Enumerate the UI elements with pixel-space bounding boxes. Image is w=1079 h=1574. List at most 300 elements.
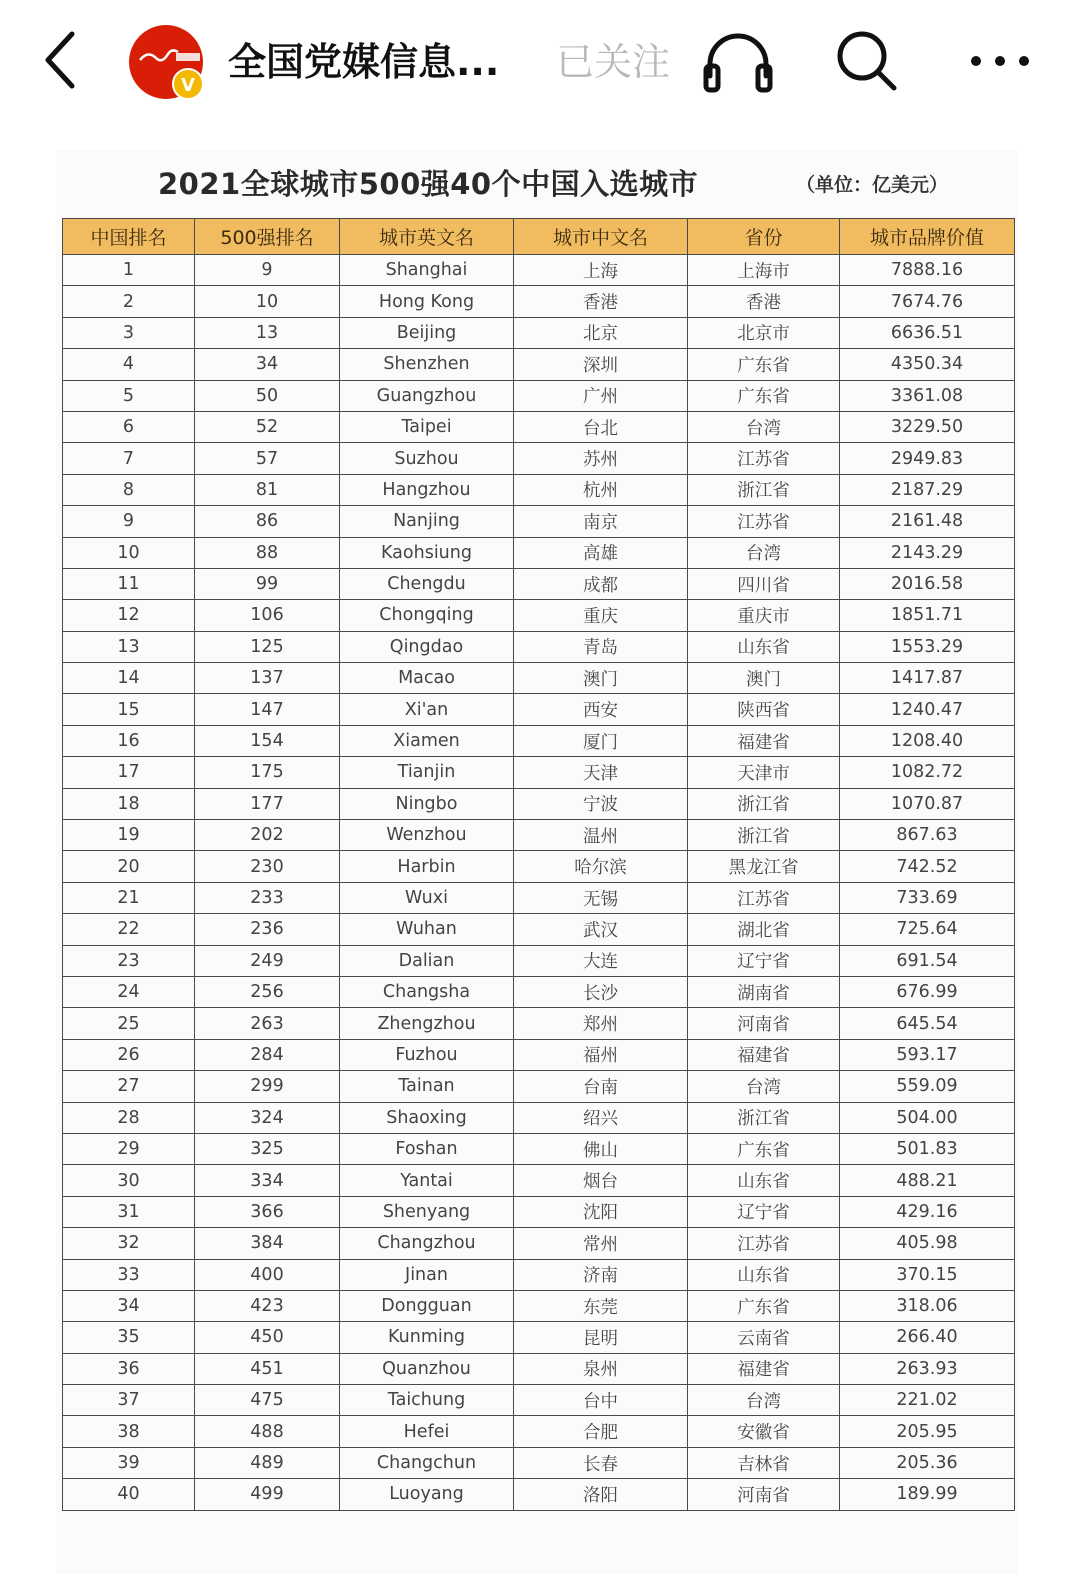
table-row: [63, 1259, 1015, 1290]
table-cell: 3: [63, 317, 195, 348]
table-cell: Qingdao: [340, 631, 514, 662]
table-cell: 36: [63, 1353, 195, 1384]
table-cell: 河南省: [688, 1008, 840, 1039]
table-cell: 52: [195, 411, 340, 442]
table-cell: 长沙: [514, 976, 688, 1007]
table-cell: 北京市: [688, 317, 840, 348]
table-cell: 台北: [514, 411, 688, 442]
table-row: [63, 1416, 1015, 1447]
table-cell: 西安: [514, 694, 688, 725]
table-row: [63, 1353, 1015, 1384]
table-cell: 57: [195, 443, 340, 474]
table-cell: 488.21: [840, 1165, 1015, 1196]
table-cell: 11: [63, 568, 195, 599]
table-cell: 384: [195, 1228, 340, 1259]
table-cell: 299: [195, 1071, 340, 1102]
account-avatar[interactable]: [128, 24, 204, 100]
table-cell: 2143.29: [840, 537, 1015, 568]
table-cell: Wuxi: [340, 882, 514, 913]
table-row: [63, 537, 1015, 568]
table-cell: 绍兴: [514, 1102, 688, 1133]
search-icon: [832, 26, 902, 96]
table-cell: 无锡: [514, 882, 688, 913]
table-row: [63, 506, 1015, 537]
table-cell: Dongguan: [340, 1290, 514, 1321]
table-cell: 南京: [514, 506, 688, 537]
table-cell: 34: [195, 349, 340, 380]
column-header: 城市英文名: [340, 219, 514, 255]
table-cell: 50: [195, 380, 340, 411]
table-cell: Suzhou: [340, 443, 514, 474]
table-cell: 广州: [514, 380, 688, 411]
table-cell: Quanzhou: [340, 1353, 514, 1384]
table-row: [63, 411, 1015, 442]
table-cell: 香港: [688, 286, 840, 317]
table-row: [63, 945, 1015, 976]
table-row: [63, 976, 1015, 1007]
table-cell: 450: [195, 1322, 340, 1353]
table-row: [63, 820, 1015, 851]
table-cell: 645.54: [840, 1008, 1015, 1039]
table-cell: 杭州: [514, 474, 688, 505]
table-cell: 256: [195, 976, 340, 1007]
table-cell: 郑州: [514, 1008, 688, 1039]
table-cell: 13: [63, 631, 195, 662]
table-cell: 2187.29: [840, 474, 1015, 505]
table-cell: 澳门: [514, 663, 688, 694]
table-row: [63, 631, 1015, 662]
table-cell: 山东省: [688, 1165, 840, 1196]
table-row: [63, 1039, 1015, 1070]
column-header: 省份: [688, 219, 840, 255]
table-cell: 236: [195, 914, 340, 945]
table-cell: 澳门: [688, 663, 840, 694]
table-cell: 318.06: [840, 1290, 1015, 1321]
table-cell: Shenzhen: [340, 349, 514, 380]
table-cell: 147: [195, 694, 340, 725]
table-cell: 浙江省: [688, 788, 840, 819]
table-cell: 5: [63, 380, 195, 411]
table-cell: 2161.48: [840, 506, 1015, 537]
table-cell: 593.17: [840, 1039, 1015, 1070]
table-cell: 125: [195, 631, 340, 662]
table-cell: 27: [63, 1071, 195, 1102]
table-cell: 9: [195, 255, 340, 286]
table-cell: Shaoxing: [340, 1102, 514, 1133]
table-cell: 哈尔滨: [514, 851, 688, 882]
table-cell: 81: [195, 474, 340, 505]
table-cell: 37: [63, 1385, 195, 1416]
table-cell: 天津市: [688, 757, 840, 788]
table-cell: 1417.87: [840, 663, 1015, 694]
table-cell: 23: [63, 945, 195, 976]
search-button[interactable]: [832, 26, 902, 96]
table-cell: 福建省: [688, 1039, 840, 1070]
table-cell: 泉州: [514, 1353, 688, 1384]
table-row: [63, 380, 1015, 411]
table-cell: 451: [195, 1353, 340, 1384]
table-cell: 长春: [514, 1447, 688, 1478]
table-cell: 东莞: [514, 1290, 688, 1321]
table-cell: 423: [195, 1290, 340, 1321]
table-cell: 28: [63, 1102, 195, 1133]
table-cell: 9: [63, 506, 195, 537]
table-cell: Jinan: [340, 1259, 514, 1290]
table-body: [63, 255, 1015, 1511]
table-cell: 8: [63, 474, 195, 505]
table-cell: Tainan: [340, 1071, 514, 1102]
table-cell: Hangzhou: [340, 474, 514, 505]
column-header: 中国排名: [63, 219, 195, 255]
table-cell: 725.64: [840, 914, 1015, 945]
table-cell: 324: [195, 1102, 340, 1133]
table-cell: 沈阳: [514, 1196, 688, 1227]
table-cell: 154: [195, 725, 340, 756]
table-row: [63, 757, 1015, 788]
table-cell: 湖南省: [688, 976, 840, 1007]
table-cell: 厦门: [514, 725, 688, 756]
table-cell: 1553.29: [840, 631, 1015, 662]
table-cell: 广东省: [688, 1290, 840, 1321]
table-cell: Beijing: [340, 317, 514, 348]
table-cell: Hong Kong: [340, 286, 514, 317]
table-row: [63, 1165, 1015, 1196]
table-cell: 台中: [514, 1385, 688, 1416]
table-row: [63, 286, 1015, 317]
table-row: [63, 474, 1015, 505]
table-row: [63, 694, 1015, 725]
table-cell: 400: [195, 1259, 340, 1290]
table-cell: Taichung: [340, 1385, 514, 1416]
table-row: [63, 1008, 1015, 1039]
table-cell: Wuhan: [340, 914, 514, 945]
city-ranking-table: [62, 218, 1015, 1511]
table-cell: 370.15: [840, 1259, 1015, 1290]
table-cell: 1: [63, 255, 195, 286]
table-cell: 33: [63, 1259, 195, 1290]
table-cell: 559.09: [840, 1071, 1015, 1102]
table-cell: 405.98: [840, 1228, 1015, 1259]
table-cell: 676.99: [840, 976, 1015, 1007]
table-cell: 19: [63, 820, 195, 851]
table-cell: 284: [195, 1039, 340, 1070]
table-cell: 高雄: [514, 537, 688, 568]
table-cell: 325: [195, 1133, 340, 1164]
table-cell: Chengdu: [340, 568, 514, 599]
table-cell: Kunming: [340, 1322, 514, 1353]
table-cell: 3229.50: [840, 411, 1015, 442]
table-cell: 吉林省: [688, 1447, 840, 1478]
table-cell: Changzhou: [340, 1228, 514, 1259]
table-cell: 福州: [514, 1039, 688, 1070]
table-cell: 云南省: [688, 1322, 840, 1353]
table-row: [63, 1479, 1015, 1510]
table-row: [63, 1228, 1015, 1259]
top-app-bar: [0, 0, 1079, 125]
table-cell: 浙江省: [688, 474, 840, 505]
table-cell: 489: [195, 1447, 340, 1478]
table-cell: 263.93: [840, 1353, 1015, 1384]
table-cell: 34: [63, 1290, 195, 1321]
table-cell: 苏州: [514, 443, 688, 474]
table-cell: 温州: [514, 820, 688, 851]
table-cell: 205.36: [840, 1447, 1015, 1478]
table-cell: 21: [63, 882, 195, 913]
table-cell: 安徽省: [688, 1416, 840, 1447]
table-cell: 湖北省: [688, 914, 840, 945]
table-cell: 大连: [514, 945, 688, 976]
table-cell: 12: [63, 600, 195, 631]
table-cell: 洛阳: [514, 1479, 688, 1510]
table-cell: Yantai: [340, 1165, 514, 1196]
table-cell: Changchun: [340, 1447, 514, 1478]
table-cell: 189.99: [840, 1479, 1015, 1510]
table-cell: 常州: [514, 1228, 688, 1259]
listen-button[interactable]: [700, 26, 776, 96]
table-cell: 205.95: [840, 1416, 1015, 1447]
table-cell: 武汉: [514, 914, 688, 945]
table-row: [63, 788, 1015, 819]
table-cell: 266.40: [840, 1322, 1015, 1353]
table-cell: 陕西省: [688, 694, 840, 725]
table-cell: 江苏省: [688, 882, 840, 913]
table-cell: Wenzhou: [340, 820, 514, 851]
table-cell: 30: [63, 1165, 195, 1196]
table-cell: 辽宁省: [688, 945, 840, 976]
table-cell: 137: [195, 663, 340, 694]
table-cell: 江苏省: [688, 506, 840, 537]
table-cell: 7: [63, 443, 195, 474]
table-header-row: [63, 219, 1015, 255]
table-cell: 14: [63, 663, 195, 694]
table-cell: 733.69: [840, 882, 1015, 913]
table-cell: 1208.40: [840, 725, 1015, 756]
table-cell: Dalian: [340, 945, 514, 976]
table-row: [63, 1071, 1015, 1102]
table-cell: 99: [195, 568, 340, 599]
table-cell: 江苏省: [688, 1228, 840, 1259]
table-cell: 1070.87: [840, 788, 1015, 819]
table-cell: 重庆市: [688, 600, 840, 631]
table-cell: 6: [63, 411, 195, 442]
table-cell: Fuzhou: [340, 1039, 514, 1070]
table-cell: 691.54: [840, 945, 1015, 976]
table-row: [63, 1447, 1015, 1478]
table-cell: 福建省: [688, 1353, 840, 1384]
table-cell: 86: [195, 506, 340, 537]
table-row: [63, 600, 1015, 631]
back-icon: [40, 28, 80, 92]
article-image[interactable]: [56, 150, 1018, 1574]
table-cell: Shenyang: [340, 1196, 514, 1227]
table-row: [63, 1385, 1015, 1416]
table-cell: 499: [195, 1479, 340, 1510]
table-cell: 1082.72: [840, 757, 1015, 788]
table-cell: 22: [63, 914, 195, 945]
table-cell: 2016.58: [840, 568, 1015, 599]
table-cell: Kaohsiung: [340, 537, 514, 568]
account-name[interactable]: 全国党媒信息...: [228, 40, 500, 84]
table-cell: 7888.16: [840, 255, 1015, 286]
table-cell: 249: [195, 945, 340, 976]
table-cell: 7674.76: [840, 286, 1015, 317]
table-cell: 山东省: [688, 1259, 840, 1290]
table-cell: 上海: [514, 255, 688, 286]
table-cell: Tianjin: [340, 757, 514, 788]
table-cell: 佛山: [514, 1133, 688, 1164]
table-row: [63, 725, 1015, 756]
table-cell: 昆明: [514, 1322, 688, 1353]
table-row: [63, 1102, 1015, 1133]
table-cell: 天津: [514, 757, 688, 788]
table-cell: 2949.83: [840, 443, 1015, 474]
table-cell: 4350.34: [840, 349, 1015, 380]
table-cell: 重庆: [514, 600, 688, 631]
table-cell: 488: [195, 1416, 340, 1447]
table-cell: 17: [63, 757, 195, 788]
table-cell: 广东省: [688, 349, 840, 380]
table-row: [63, 1290, 1015, 1321]
table-cell: 江苏省: [688, 443, 840, 474]
table-cell: 1240.47: [840, 694, 1015, 725]
table-cell: 263: [195, 1008, 340, 1039]
table-cell: 20: [63, 851, 195, 882]
table-row: [63, 914, 1015, 945]
table-cell: 山东省: [688, 631, 840, 662]
table-cell: Foshan: [340, 1133, 514, 1164]
table-cell: 230: [195, 851, 340, 882]
table-cell: 宁波: [514, 788, 688, 819]
table-cell: 成都: [514, 568, 688, 599]
table-cell: 504.00: [840, 1102, 1015, 1133]
table-row: [63, 443, 1015, 474]
table-cell: 13: [195, 317, 340, 348]
table-cell: Shanghai: [340, 255, 514, 286]
table-cell: 6636.51: [840, 317, 1015, 348]
table-row: [63, 1322, 1015, 1353]
table-cell: Chongqing: [340, 600, 514, 631]
table-cell: 上海市: [688, 255, 840, 286]
column-header: 500强排名: [195, 219, 340, 255]
table-cell: Taipei: [340, 411, 514, 442]
table-cell: 合肥: [514, 1416, 688, 1447]
table-cell: 15: [63, 694, 195, 725]
table-cell: 广东省: [688, 380, 840, 411]
table-cell: 香港: [514, 286, 688, 317]
table-cell: 501.83: [840, 1133, 1015, 1164]
table-row: [63, 663, 1015, 694]
table-row: [63, 851, 1015, 882]
table-title: 2021全球城市500强40个中国入选城市: [158, 167, 699, 201]
table-cell: 334: [195, 1165, 340, 1196]
table-cell: 366: [195, 1196, 340, 1227]
table-cell: 32: [63, 1228, 195, 1259]
table-cell: Harbin: [340, 851, 514, 882]
table-cell: 233: [195, 882, 340, 913]
table-cell: Zhengzhou: [340, 1008, 514, 1039]
table-cell: 台湾: [688, 411, 840, 442]
table-cell: 867.63: [840, 820, 1015, 851]
table-cell: 2: [63, 286, 195, 317]
table-cell: 4: [63, 349, 195, 380]
table-cell: 88: [195, 537, 340, 568]
table-cell: 35: [63, 1322, 195, 1353]
headset-icon: [700, 26, 776, 96]
table-cell: 10: [195, 286, 340, 317]
table-cell: 10: [63, 537, 195, 568]
table-cell: 40: [63, 1479, 195, 1510]
table-cell: 台湾: [688, 1071, 840, 1102]
table-cell: Ningbo: [340, 788, 514, 819]
table-row: [63, 255, 1015, 286]
table-row: [63, 568, 1015, 599]
table-cell: 29: [63, 1133, 195, 1164]
follow-status-button[interactable]: 已关注: [556, 40, 671, 84]
table-row: [63, 882, 1015, 913]
table-row: [63, 349, 1015, 380]
table-cell: 16: [63, 725, 195, 756]
more-button[interactable]: [962, 26, 1038, 96]
table-cell: 742.52: [840, 851, 1015, 882]
table-cell: 38: [63, 1416, 195, 1447]
table-cell: 烟台: [514, 1165, 688, 1196]
table-cell: 202: [195, 820, 340, 851]
table-cell: 北京: [514, 317, 688, 348]
table-cell: Guangzhou: [340, 380, 514, 411]
table-cell: Xiamen: [340, 725, 514, 756]
table-cell: 25: [63, 1008, 195, 1039]
table-unit: （单位：亿美元）: [796, 174, 949, 196]
verified-badge-label: V: [181, 75, 195, 96]
table-cell: Changsha: [340, 976, 514, 1007]
table-cell: 深圳: [514, 349, 688, 380]
table-cell: 3361.08: [840, 380, 1015, 411]
table-cell: Nanjing: [340, 506, 514, 537]
table-cell: 河南省: [688, 1479, 840, 1510]
table-row: [63, 317, 1015, 348]
table-cell: 青岛: [514, 631, 688, 662]
table-cell: Luoyang: [340, 1479, 514, 1510]
table-cell: 福建省: [688, 725, 840, 756]
more-icon: [962, 26, 1038, 96]
table-cell: 济南: [514, 1259, 688, 1290]
table-cell: 台南: [514, 1071, 688, 1102]
table-cell: 106: [195, 600, 340, 631]
table-cell: 18: [63, 788, 195, 819]
table-row: [63, 1196, 1015, 1227]
table-cell: 浙江省: [688, 820, 840, 851]
back-button[interactable]: [30, 22, 90, 98]
table-cell: 39: [63, 1447, 195, 1478]
table-cell: 31: [63, 1196, 195, 1227]
table-cell: 广东省: [688, 1133, 840, 1164]
table-cell: 台湾: [688, 1385, 840, 1416]
table-cell: 黑龙江省: [688, 851, 840, 882]
column-header: 城市中文名: [514, 219, 688, 255]
table-cell: 台湾: [688, 537, 840, 568]
table-cell: 429.16: [840, 1196, 1015, 1227]
table-cell: Macao: [340, 663, 514, 694]
table-cell: 浙江省: [688, 1102, 840, 1133]
column-header: 城市品牌价值: [840, 219, 1015, 255]
table-cell: 221.02: [840, 1385, 1015, 1416]
table-cell: 1851.71: [840, 600, 1015, 631]
table-cell: Hefei: [340, 1416, 514, 1447]
table-cell: 475: [195, 1385, 340, 1416]
table-cell: 177: [195, 788, 340, 819]
table-cell: 175: [195, 757, 340, 788]
table-row: [63, 1133, 1015, 1164]
